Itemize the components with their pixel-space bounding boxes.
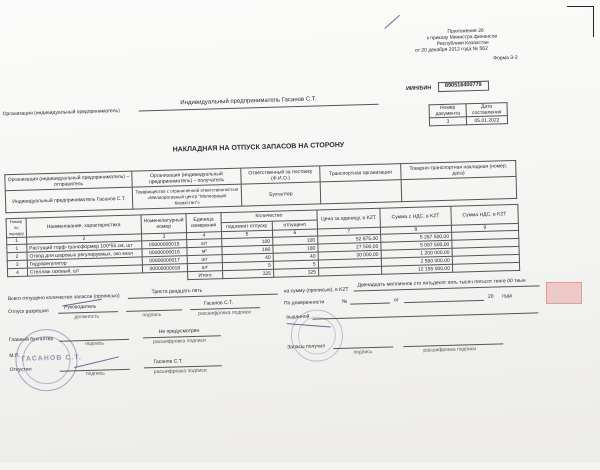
- col-number-3: 3: [141, 233, 186, 241]
- doc-date-value: 05.01.2022: [466, 116, 507, 125]
- row-2-num: 2: [7, 252, 27, 261]
- released-by-name: Гасанов С.Т.: [153, 358, 183, 366]
- col-number-5: 5: [221, 230, 272, 238]
- items-header-qty-released: отпущено: [272, 220, 317, 231]
- row-2-qty-released: 180: [273, 244, 318, 253]
- row-4-name: Стеллаж газовый, шт: [27, 265, 142, 276]
- row-4-qty-released: 5: [273, 260, 318, 269]
- col-number-8: 8: [380, 225, 451, 234]
- released-qty-value: Триста двадцать пять: [151, 287, 203, 296]
- row-3-qty-due: 40: [222, 253, 273, 262]
- proxy-date-line: [404, 300, 484, 303]
- col-number-2: 2: [26, 234, 141, 244]
- party-sender-value: Индивидуальный предприниматель Гасанов С.Т.: [5, 187, 133, 213]
- appendix-line-1: Приложение 26: [447, 27, 484, 35]
- total-sum-vat: 12 155 000,00: [381, 264, 452, 274]
- recipient-seal: [290, 309, 343, 362]
- items-header-num: Номер по порядку: [6, 218, 26, 238]
- row-4-qty-due: 5: [222, 261, 273, 270]
- appendix-line-3: Республики Казахстан: [436, 39, 489, 48]
- party-transport-value: [320, 180, 402, 204]
- row-1-qty-due: 100: [222, 237, 273, 246]
- chief-caption-signature: подпись: [84, 340, 105, 348]
- items-header-code: Номенклатурный номер: [141, 214, 187, 234]
- row-3-unit: шт: [187, 255, 222, 264]
- chief-caption-decode: расшифровка подписи: [152, 337, 206, 346]
- org-value: Индивидуальный предприниматель Гасанов С.Т.: [180, 96, 317, 107]
- party-header-responsible: Ответственный за поставку (Ф.И.О.): [241, 166, 320, 184]
- released-by-label: Отпустил: [9, 366, 32, 374]
- doc-date-header: Дата составления: [466, 103, 507, 117]
- party-waybill-value: [401, 176, 517, 201]
- issued-by-proxy: выданной: [286, 313, 310, 321]
- items-header-name: Наименование, характеристика: [26, 215, 141, 237]
- received-caption-decode: расшифровка подписи: [423, 346, 477, 354]
- director-role: Руководитель: [63, 303, 97, 311]
- row-3-code: 00000000017: [142, 256, 187, 265]
- appendix-line-4: от 20 декабря 2012 года № 562: [414, 45, 488, 54]
- row-1-qty-released: 100: [273, 236, 318, 245]
- items-header-unit: Единица измерения: [186, 213, 222, 233]
- released-caption-decode: расшифровка подписи: [153, 367, 207, 376]
- released-qty-label: Всего отпущено количество запасов (прописью): [7, 293, 120, 303]
- doc-number-box: [429, 102, 509, 126]
- doc-number-value: 3: [429, 117, 466, 126]
- party-header-transport: Транспортная организация: [320, 164, 401, 182]
- issued-by-line: [312, 312, 538, 319]
- party-header-waybill: Товарно-транспортная накладная (номер, дата): [401, 160, 516, 179]
- row-4-unit: шт: [187, 263, 222, 272]
- row-2-unit: м²: [187, 247, 222, 256]
- proxy-from-label: от: [393, 297, 400, 304]
- corner-mark: [567, 6, 594, 37]
- items-header-vat: Сумма НДС, в KZT: [451, 204, 519, 225]
- org-underline: [139, 104, 379, 112]
- seal-place-label: М.П.: [9, 352, 21, 360]
- proxy-year-suffix: года: [501, 293, 513, 300]
- row-2-code: 00000000016: [142, 248, 187, 257]
- row-2-name: Отвод для шаровых регулируемых, эко кнал: [27, 249, 142, 260]
- party-header-recipient: Организация (индивидуальный предприниматель) – получатель: [132, 168, 241, 187]
- items-header-price: Цена за единицу, в KZT: [317, 208, 381, 229]
- party-recipient-value: Товарищество с ограниченной ответственностью «Мелиоративный центр "Мелиорация Казахстан"»: [132, 184, 242, 209]
- checkmark-stroke: [384, 15, 400, 29]
- company-seal-text: ГАСАНОВ С.Т.: [21, 354, 82, 363]
- chief-accountant-label: Главный бухгалтер: [8, 335, 54, 344]
- total-label: Итого: [187, 271, 222, 280]
- row-2-price: 27 500,00: [318, 242, 381, 252]
- released-qty-underline: [128, 294, 278, 299]
- total-qty-released: 325: [273, 268, 318, 277]
- row-2-sum-vat: 5 087 500,00: [381, 240, 452, 250]
- proxy-number-sign: №: [341, 298, 348, 305]
- row-1-sum-vat: 5 287 500,00: [380, 232, 451, 242]
- col-number-4: 4: [186, 232, 221, 240]
- row-1-code: 00000000015: [142, 240, 187, 249]
- party-header-sender: Организация (индивидуальный предприниматель) – отправитель: [5, 171, 132, 191]
- row-3-qty-released: 40: [273, 252, 318, 261]
- proxy-label: По доверенности: [283, 299, 325, 307]
- total-price: [318, 266, 381, 276]
- party-responsible-value: Бухгалтер: [241, 182, 321, 206]
- appendix-line-2: к приказу Министра финансов: [426, 33, 498, 42]
- items-header-qty-due: подлежит отпуску: [221, 221, 272, 232]
- col-number-9: 9: [451, 223, 518, 232]
- row-3-num: 3: [7, 260, 27, 269]
- sum-words-label: на сумму (прописью), в KZT: [283, 286, 349, 295]
- row-1-num: 1: [7, 244, 27, 253]
- iin-label: ИИН/БИН: [405, 85, 432, 92]
- release-allowed-label: Отпуск разрешил: [8, 308, 49, 316]
- org-label: Организация (индивидуальный предприниматель): [2, 107, 120, 118]
- row-1-unit: шт: [187, 239, 222, 248]
- row-4-sum-vat: 2 580 000,00: [381, 256, 452, 266]
- caption-decode: расшифровка подписи: [198, 309, 252, 317]
- row-4-code: 00000000018: [142, 264, 187, 273]
- row-1-name: Растущий торф-трансформер 100*55 см, шт: [27, 241, 142, 252]
- chief-accountant-value: Не предусмотрен: [158, 327, 200, 335]
- caption-position: должность: [74, 313, 100, 321]
- row-4-num: 4: [7, 268, 27, 277]
- proxy-number-line: [350, 303, 390, 305]
- col-number-7: 7: [317, 227, 380, 236]
- items-header-sum-vat: Сумма с НДС, в KZT: [380, 206, 452, 227]
- caption-signature: подпись: [142, 311, 162, 319]
- doc-number-header: Номер документа: [429, 104, 466, 118]
- form-number: Форма З-2: [493, 54, 518, 62]
- iin-value: 890516400779: [438, 81, 489, 92]
- sum-words-value: Двенадцать миллионов сто пятьдесят пять тысяч пятьсот тенге 00 тиын: [357, 277, 526, 289]
- col-number-6: 6: [272, 229, 317, 237]
- proxy-year: 20: [487, 293, 494, 300]
- released-caption-signature: подпись: [85, 370, 105, 378]
- col-number-1: 1: [7, 237, 27, 245]
- items-header-qty: Количество: [221, 210, 317, 222]
- row-1-price: 52 875,00: [318, 234, 381, 244]
- received-caption-signature: подпись: [353, 349, 373, 356]
- director-name: Гасанов С.Т.: [203, 299, 234, 307]
- received-by-label: Запасы получил: [287, 343, 326, 351]
- row-3-name: Гидрорегулятор: [27, 257, 142, 268]
- red-stamp-mark: [546, 282, 582, 304]
- document-title: НАКЛАДНАЯ НА ОТПУСК ЗАПАСОВ НА СТОРОНУ: [172, 141, 345, 154]
- row-3-sum-vat: 1 200 000,00: [381, 248, 452, 258]
- row-3-price: 30 000,00: [318, 250, 381, 260]
- total-vat: [452, 262, 519, 272]
- row-2-qty-due: 180: [222, 245, 273, 254]
- total-qty-due: 325: [222, 269, 273, 278]
- items-table: [6, 204, 521, 285]
